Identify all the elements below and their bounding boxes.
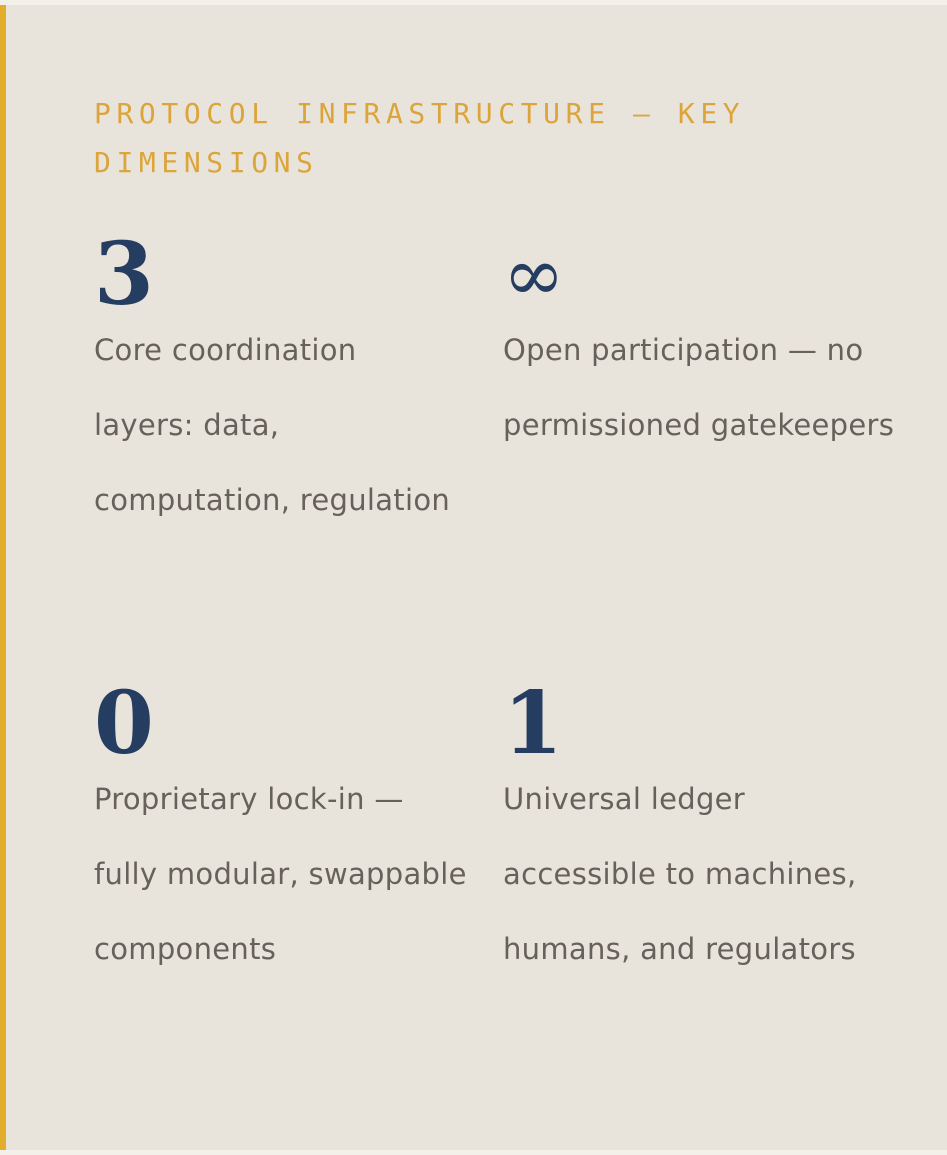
stat-open-participation <box>503 225 903 463</box>
stat-description: Open participation — no permissioned gatekeepers <box>503 333 895 442</box>
stat-value: 1 <box>503 673 563 774</box>
stat-value: ∞ <box>503 232 565 318</box>
stat-proprietary-lock-in <box>94 674 474 987</box>
section-eyebrow: PROTOCOL INFRASTRUCTURE — KEY DIMENSIONS <box>94 97 746 179</box>
stat-value: 0 <box>94 673 154 774</box>
stat-description: Universal ledger accessible to machines, humans, and regulators <box>503 782 857 966</box>
stat-description: Core coordination layers: data, computation, regulation <box>94 333 451 517</box>
stat-core-layers <box>94 225 454 538</box>
stat-description: Proprietary lock-in — fully modular, swappable components <box>94 782 467 966</box>
key-dimensions-card <box>0 5 947 1150</box>
stat-universal-ledger <box>503 674 903 987</box>
stat-value: 3 <box>94 224 154 325</box>
